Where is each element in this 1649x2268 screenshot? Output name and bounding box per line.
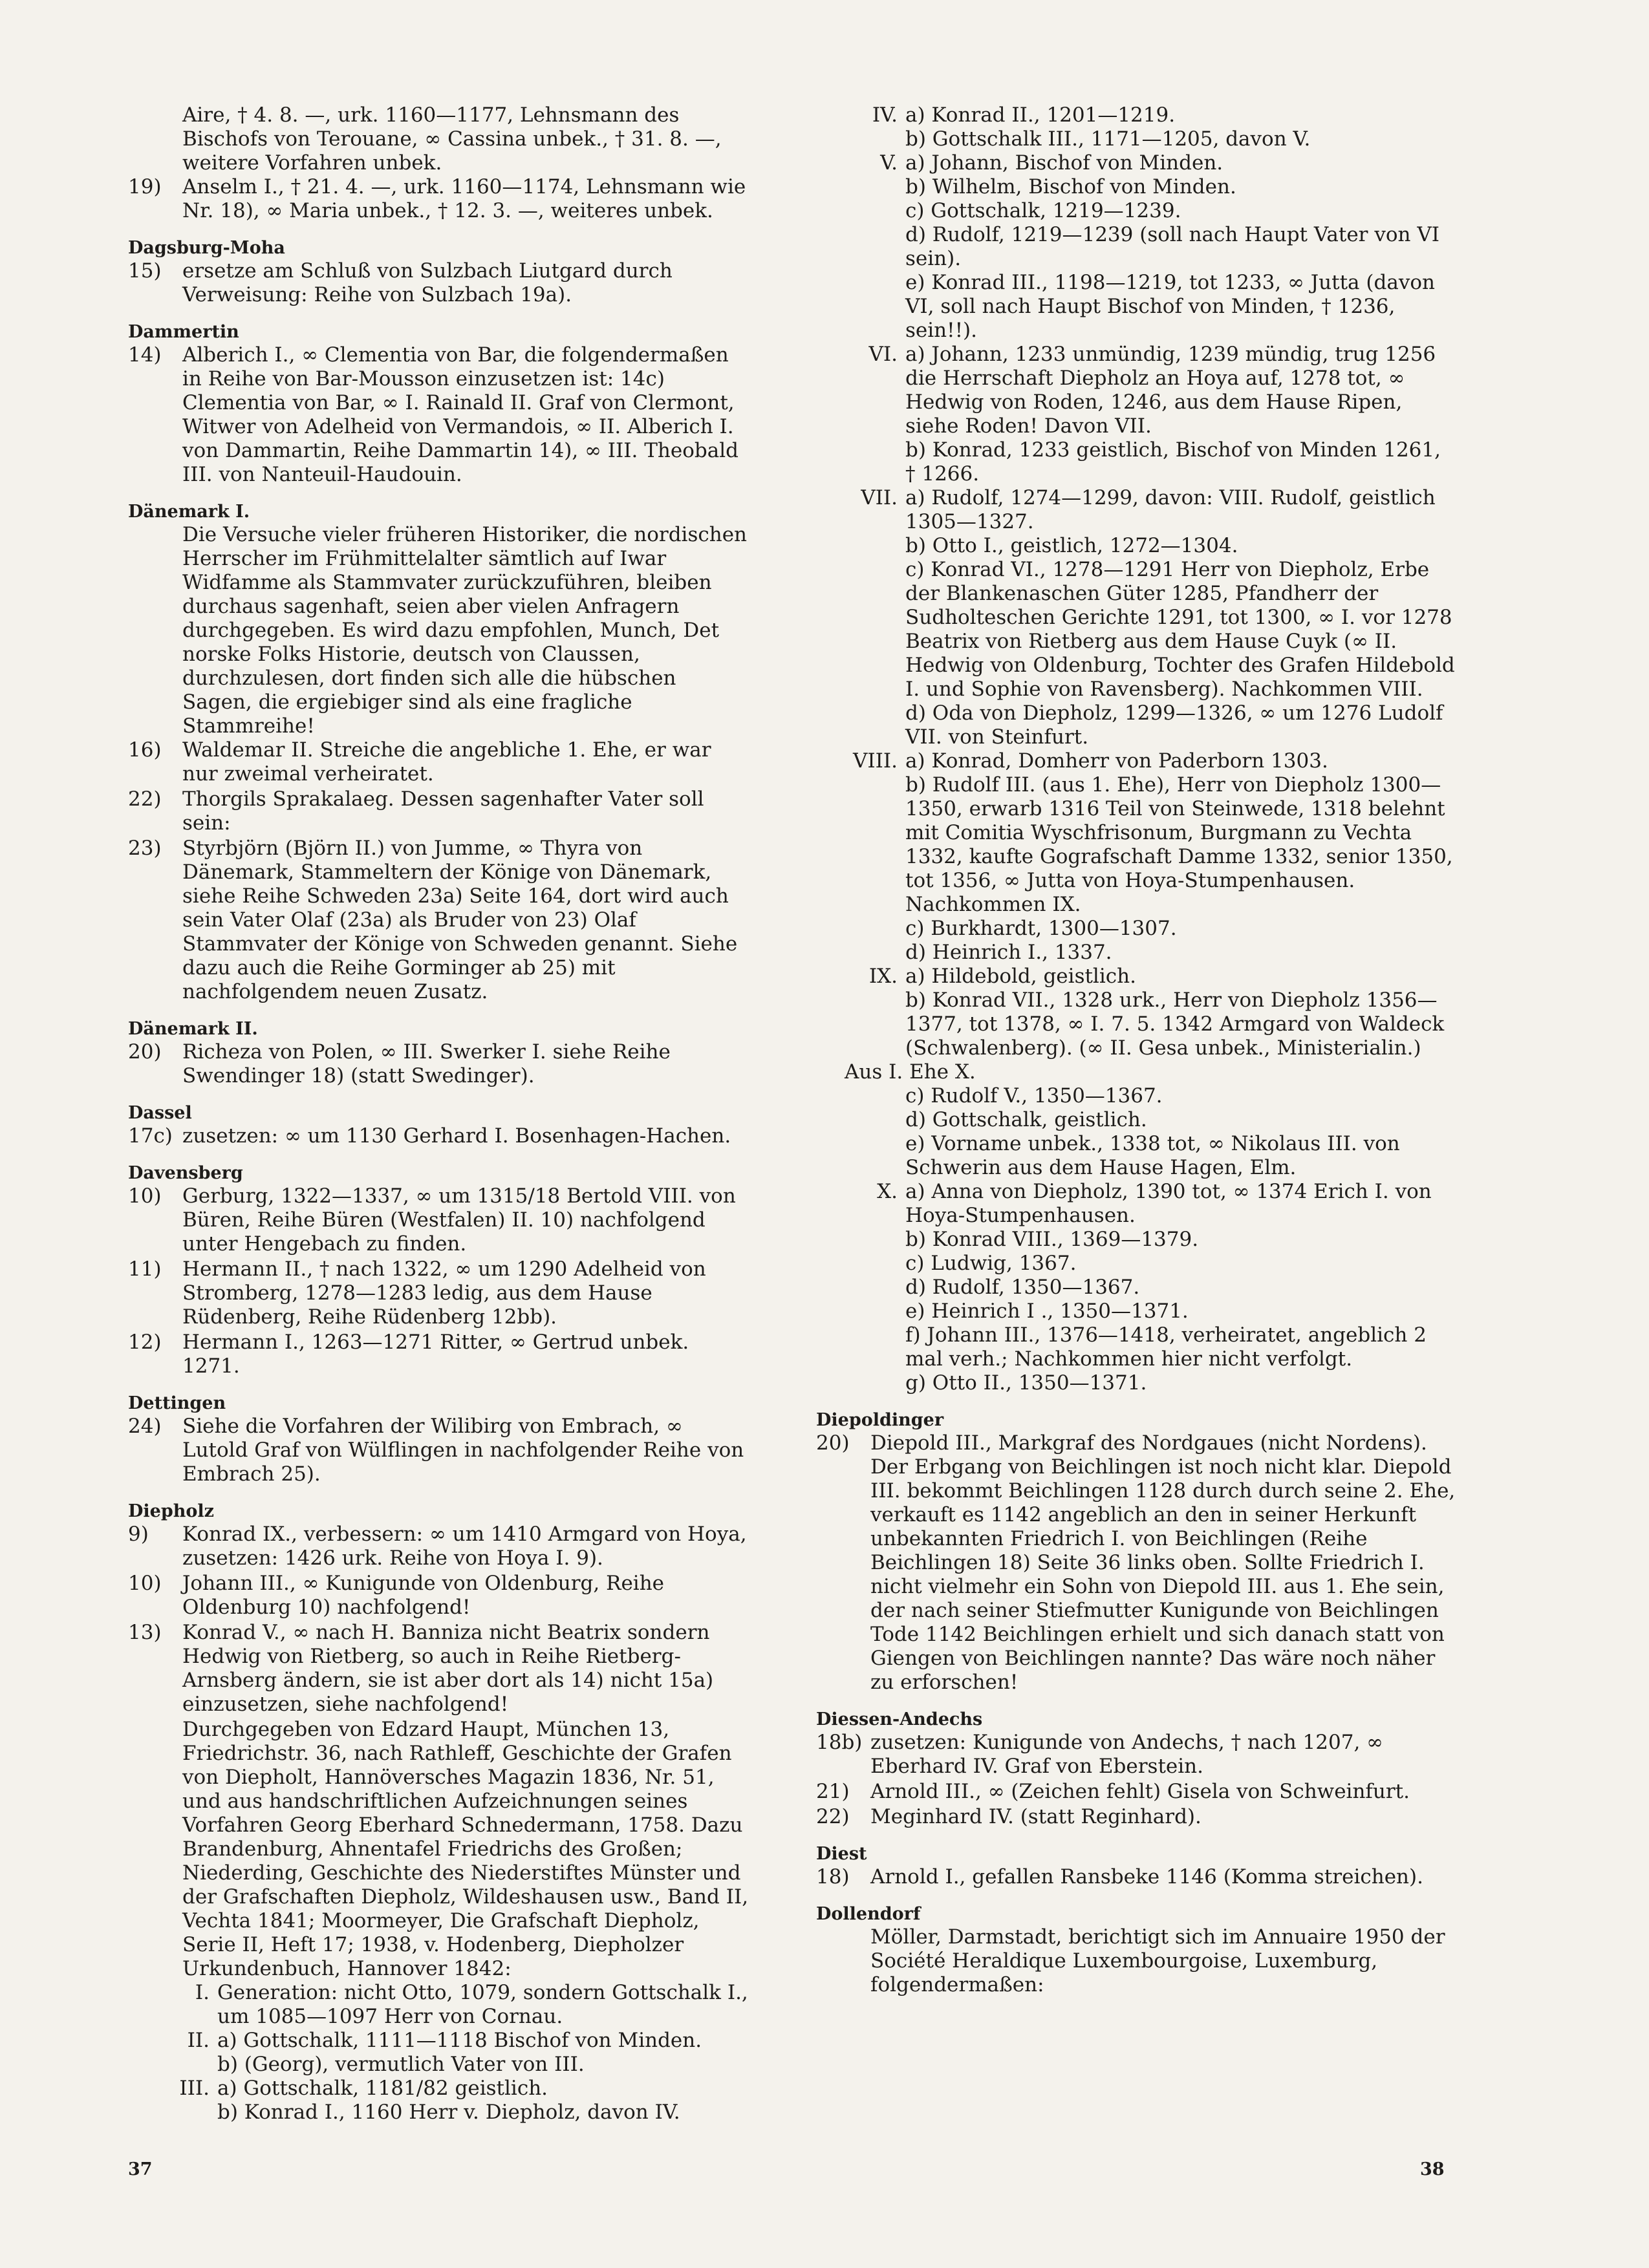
genealogy-entry [816, 1805, 1456, 1829]
generation-text: a) Gottschalk, 1111—1118 Bischof von Minden. [217, 2029, 702, 2052]
entry-number: 19) [128, 175, 162, 198]
entry-text: Alberich I., ∞ Clementia von Bar, die folgendermaßen in Reihe von Bar-Mousson einzusetzen ist: 14c) Clementia von Bar, ∞ I. Rainald II. Graf von Clermont, Witwer von Adelheid von Vermandois, ∞ II. Alberich I. von Dammartin, Reihe Dammartin 14), ∞ III. Theobald III. von Nanteuil-Haudouin. [182, 343, 738, 486]
generation-numeral: VI. [868, 343, 898, 366]
entry-text: Thorgils Sprakalaeg. Dessen sagenhafter Vater soll sein: [182, 787, 704, 835]
generation-subentry: b) Wilhelm, Bischof von Minden. [905, 175, 1236, 198]
entry-text: Hermann II., † nach 1322, ∞ um 1290 Adelheid von Stromberg, 1278—1283 ledig, aus dem Hause Rüdenberg, Reihe Rüdenberg 12bb). [182, 1257, 706, 1329]
section-heading: Dollendorf [816, 1904, 921, 1924]
generation-subentry: d) Rudolf, 1350—1367. [905, 1276, 1140, 1299]
genealogy-entry [128, 1523, 749, 1570]
genealogy-entry [816, 1731, 1456, 1779]
generation-text: a) Johann, Bischof von Minden. [905, 151, 1223, 175]
genealogy-entry [128, 175, 749, 223]
generation-text: a) Konrad, Domherr von Paderborn 1303. [905, 749, 1328, 773]
genealogy-entry [128, 1184, 749, 1256]
genealogy-entry [128, 738, 749, 786]
section-heading: Dänemark I. [128, 502, 250, 522]
entry-number: 22) [128, 787, 162, 811]
generation-subentry: b) (Georg), vermutlich Vater von III. [217, 2053, 585, 2076]
genealogy-entry [128, 787, 749, 835]
generation-subentry: b) Konrad VIII., 1369—1379. [905, 1228, 1199, 1251]
generation-subentry: d) Rudolf, 1219—1239 (soll nach Haupt Vater von VI sein). [905, 223, 1439, 270]
section-heading: Dagsburg-Moha [128, 238, 285, 258]
generation-entry [816, 343, 1456, 438]
generation-entry [128, 2077, 749, 2101]
entry-number: 12) [128, 1331, 162, 1354]
generation-numeral: VII. [861, 486, 898, 509]
entry-text: zusetzen: Kunigunde von Andechs, † nach 1207, ∞ Eberhard IV. Graf von Eberstein. [870, 1731, 1383, 1778]
entry-number: 20) [128, 1040, 162, 1064]
section-heading: Dammertin [128, 322, 239, 342]
generation-entry [816, 151, 1456, 175]
generation-subentry: f) Johann III., 1376—1418, verheiratet, angeblich 2 mal verh.; Nachkommen hier nicht verfolgt. [905, 1323, 1427, 1371]
generation-numeral: IV. [872, 103, 898, 127]
generation-text: a) Anna von Diepholz, 1390 tot, ∞ 1374 Erich I. von Hoya-Stumpenhausen. [905, 1180, 1432, 1227]
section-heading: Dänemark II. [128, 1019, 258, 1039]
entry-text: Gerburg, 1322—1337, ∞ um 1315/18 Bertold VIII. von Büren, Reihe Büren (Westfalen) II. 10) nachfolgend unter Hengebach zu finden. [182, 1184, 736, 1256]
entry-number: 23) [128, 837, 162, 860]
entry-number: 24) [128, 1415, 162, 1438]
generation-subentry: c) Gottschalk, 1219—1239. [905, 199, 1181, 222]
genealogy-entry [128, 837, 749, 1004]
generation-numeral: X. [877, 1180, 898, 1203]
generation-entry [816, 1180, 1456, 1228]
body-paragraph: Möller, Darmstadt, berichtigt sich im Annuaire 1950 der Société Heraldique Luxembourgoise, Luxemburg, folgendermaßen: [870, 1925, 1445, 1996]
entry-number: 18) [816, 1865, 850, 1888]
section-heading: Diest [816, 1844, 867, 1864]
entry-text: Konrad V., ∞ nach H. Banniza nicht Beatrix sondern Hedwig von Rietberg, so auch in Reihe Rietberg-Arnsberg ändern, sie ist aber dort als 14) nicht 15a) einzusetzen, siehe nachfolgend! [182, 1621, 714, 1716]
right-column [816, 103, 1456, 1997]
generation-subentry: b) Konrad I., 1160 Herr v. Diepholz, davon IV. [217, 2101, 680, 2124]
entry-number: 22) [816, 1805, 850, 1828]
entry-text: ersetze am Schluß von Sulzbach Liutgard durch Verweisung: Reihe von Sulzbach 19a). [182, 259, 673, 306]
entry-number: 16) [128, 738, 162, 762]
generation-subentry: c) Burkhardt, 1300—1307. [905, 917, 1177, 940]
entry-text: Diepold III., Markgraf des Nordgaues (nicht Nordens). Der Erbgang von Beichlingen ist noch nicht klar. Diepold III. bekommt Beichlingen 1128 durch durch seine 2. Ehe, verkauft es 1142 angeblich an den in seiner Herkunft unbekannten Friedrich I. von Beichlingen (Reihe Beichlingen 18) Seite 36 links oben. Sollte Friedrich I. nicht vielmehr ein Sohn von Diepold III. aus 1. Ehe sein, der nach seiner Stiefmutter Kunigunde von Beichlingen Tode 1142 Beichlingen erhielt und sich danach statt von Giengen von Beichlingen nannte? Das wäre noch näher zu erforschen! [870, 1431, 1456, 1694]
genealogy-entry [128, 259, 749, 307]
generation-text: Generation: nicht Otto, 1079, sondern Gottschalk I., um 1085—1097 Herr von Cornau. [217, 1981, 748, 2028]
generation-numeral: I. [195, 1981, 210, 2004]
entry-text: Johann III., ∞ Kunigunde von Oldenburg, Reihe Oldenburg 10) nachfolgend! [182, 1572, 665, 1619]
generation-numeral: VIII. [853, 749, 898, 773]
page-number-left: 37 [128, 2159, 153, 2179]
entry-number: 21) [816, 1780, 850, 1803]
genealogy-entry [128, 1124, 749, 1148]
generation-text: a) Hildebold, geistlich. [905, 965, 1136, 988]
genealogy-entry [816, 1780, 1456, 1804]
generation-numeral: IX. [868, 965, 898, 988]
generation-subentry: b) Konrad, 1233 geistlich, Bischof von Minden 1261, † 1266. [905, 438, 1441, 486]
entry-number: 10) [128, 1572, 162, 1595]
entry-text: Waldemar II. Streiche die angebliche 1. Ehe, er war nur zweimal verheiratet. [182, 738, 711, 786]
entry-text: Siehe die Vorfahren der Wilibirg von Embrach, ∞ Lutold Graf von Wülflingen in nachfolgender Reihe von Embrach 25). [182, 1415, 744, 1486]
generation-subentry: b) Gottschalk III., 1171—1205, davon V. [905, 127, 1311, 151]
generation-numeral: V. [880, 151, 898, 175]
entry-text: zusetzen: ∞ um 1130 Gerhard I. Bosenhagen-Hachen. [182, 1124, 731, 1148]
generation-entry [816, 103, 1456, 127]
entry-number: 15) [128, 259, 162, 283]
entry-text: Meginhard IV. (statt Reginhard). [870, 1805, 1202, 1828]
entry-text: Styrbjörn (Björn II.) von Jumme, ∞ Thyra von Dänemark, Stammeltern der Könige von Dänemark, siehe Reihe Schweden 23a) Seite 164, dort wird auch sein Vater Olaf (23a) als Bruder von 23) Olaf Stammvater der Könige von Schweden genannt. Siehe dazu auch die Reihe Gorminger ab 25) mit nachfolgendem neuen Zusatz. [182, 837, 738, 1003]
generation-entry [128, 1981, 749, 2029]
entry-number: 17c) [128, 1124, 173, 1148]
entry-number: 18b) [816, 1731, 863, 1754]
body-paragraph: Durchgegeben von Edzard Haupt, München 13, Friedrichstr. 36, nach Rathleff, Geschichte der Grafen von Diepholt, Hannöversches Magazin 1836, Nr. 51, und aus handschriftlichen Aufzeichnungen seines Vorfahren Georg Eberhard Schnedermann, 1758. Dazu Brandenburg, Ahnentafel Friedrichs des Großen; Niederding, Geschichte des Niederstiftes Münster und der Grafschaften Diepholz, Wildeshausen usw., Band II, Vechta 1841; Moormeyer, Die Grafschaft Diepholz, Serie II, Heft 17; 1938, v. Hodenberg, Diepholzer Urkundenbuch, Hannover 1842: [182, 1718, 749, 1980]
generation-numeral: III. [179, 2077, 210, 2100]
entry-number: 11) [128, 1257, 162, 1281]
genealogy-entry [128, 1572, 749, 1620]
entry-number: 9) [128, 1523, 149, 1546]
page-number-right: 38 [1420, 2159, 1445, 2179]
generation-subentry: c) Rudolf V., 1350—1367. [905, 1084, 1163, 1107]
left-column [128, 103, 749, 2124]
genealogy-entry [128, 1257, 749, 1329]
section-heading: Davensberg [128, 1163, 243, 1183]
generation-subentry: e) Konrad III., 1198—1219, tot 1233, ∞ Jutta (davon VI, soll nach Haupt Bischof von Minden, † 1236, sein!!). [905, 271, 1435, 342]
generation-subentry: Aus I. Ehe X. [845, 1060, 976, 1084]
generation-entry [816, 965, 1456, 989]
entry-text: Konrad IX., verbessern: ∞ um 1410 Armgard von Hoya, zusetzen: 1426 urk. Reihe von Hoya I. 9). [182, 1523, 747, 1570]
generation-subentry: b) Rudolf III. (aus 1. Ehe), Herr von Diepholz 1300—1350, erwarb 1316 Teil von Steinwede, 1318 belehnt mit Comitia Wyschfrisonum, Burgmann zu Vechta 1332, kaufte Gografschaft Damme 1332, senior 1350, tot 1356, ∞ Jutta von Hoya-Stumpenhausen. Nachkommen IX. [905, 773, 1453, 916]
generation-entry [816, 486, 1456, 534]
entry-number: 13) [128, 1621, 162, 1644]
body-paragraph: Aire, † 4. 8. —, urk. 1160—1177, Lehnsmann des Bischofs von Terouane, ∞ Cassina unbek., † 31. 8. —, weitere Vorfahren unbek. [182, 103, 722, 175]
section-heading: Diepholz [128, 1501, 214, 1521]
genealogy-entry [816, 1431, 1456, 1695]
generation-subentry: d) Heinrich I., 1337. [905, 941, 1112, 964]
genealogy-entry [128, 1040, 749, 1088]
section-heading: Diessen-Andechs [816, 1709, 983, 1729]
generation-entry [128, 2029, 749, 2053]
entry-number: 20) [816, 1431, 850, 1455]
generation-text: a) Johann, 1233 unmündig, 1239 mündig, trug 1256 die Herrschaft Diepholz an Hoya auf, 1278 tot, ∞ Hedwig von Roden, 1246, aus dem Hause Ripen, siehe Roden! Davon VII. [905, 343, 1436, 438]
generation-text: a) Gottschalk, 1181/82 geistlich. [217, 2077, 548, 2100]
genealogy-entry [816, 1865, 1456, 1889]
generation-text: a) Konrad II., 1201—1219. [905, 103, 1176, 127]
genealogy-entry [128, 1621, 749, 1717]
body-paragraph: Die Versuche vieler früheren Historiker, die nordischen Herrscher im Frühmittelalter sämtlich auf Iwar Widfamme als Stammvater zurückzuführen, bleiben durchaus sagenhaft, seien aber vielen Anfragern durchgegeben. Es wird dazu empfohlen, Munch, Det norske Folks Historie, deutsch von Claussen, durchzulesen, dort finden sich alle die hübschen Sagen, die ergiebiger sind als eine fragliche Stammreihe! [182, 523, 748, 738]
generation-subentry: b) Konrad VII., 1328 urk., Herr von Diepholz 1356—1377, tot 1378, ∞ I. 7. 5. 1342 Armgard von Waldeck (Schwalenberg). (∞ II. Gesa unbek., Ministerialin.) [905, 989, 1445, 1060]
genealogy-entry [128, 1415, 749, 1486]
entry-text: Hermann I., 1263—1271 Ritter, ∞ Gertrud unbek. 1271. [182, 1331, 689, 1378]
entry-text: Anselm I., † 21. 4. —, urk. 1160—1174, Lehnsmann wie Nr. 18), ∞ Maria unbek., † 12. 3. —, weiteres unbek. [182, 175, 746, 222]
entry-text: Arnold III., ∞ (Zeichen fehlt) Gisela von Schweinfurt. [870, 1780, 1410, 1803]
entry-text: Arnold I., gefallen Ransbeke 1146 (Komma streichen). [870, 1865, 1423, 1888]
generation-subentry: d) Gottschalk, geistlich. [905, 1108, 1147, 1131]
section-heading: Dettingen [128, 1393, 226, 1413]
generation-subentry: c) Konrad VI., 1278—1291 Herr von Diepholz, Erbe der Blankenaschen Güter 1285, Pfandherr der Sudholteschen Gerichte 1291, tot 1300, ∞ I. vor 1278 Beatrix von Rietberg aus dem Hause Cuyk (∞ II. Hedwig von Oldenburg, Tochter des Grafen Hildebold I. und Sophie von Ravensberg). Nachkommen VIII. [905, 558, 1455, 701]
generation-subentry: d) Oda von Diepholz, 1299—1326, ∞ um 1276 Ludolf VII. von Steinfurt. [905, 701, 1443, 749]
entry-number: 10) [128, 1184, 162, 1208]
generation-subentry: e) Heinrich I ., 1350—1371. [905, 1300, 1189, 1323]
generation-entry [816, 749, 1456, 773]
section-heading: Dassel [128, 1103, 192, 1123]
genealogy-entry [128, 343, 749, 487]
generation-subentry: e) Vorname unbek., 1338 tot, ∞ Nikolaus III. von Schwerin aus dem Hause Hagen, Elm. [905, 1132, 1400, 1179]
generation-subentry: c) Ludwig, 1367. [905, 1252, 1077, 1275]
genealogy-entry [128, 1331, 749, 1378]
generation-subentry: b) Otto I., geistlich, 1272—1304. [905, 534, 1238, 557]
entry-number: 14) [128, 343, 162, 367]
generation-subentry: g) Otto II., 1350—1371. [905, 1371, 1147, 1395]
generation-numeral: II. [187, 2029, 210, 2052]
generation-text: a) Rudolf, 1274—1299, davon: VIII. Rudolf, geistlich 1305—1327. [905, 486, 1436, 533]
entry-text: Richeza von Polen, ∞ III. Swerker I. siehe Reihe Swendinger 18) (statt Swedinger). [182, 1040, 671, 1087]
section-heading: Diepoldinger [816, 1410, 944, 1430]
